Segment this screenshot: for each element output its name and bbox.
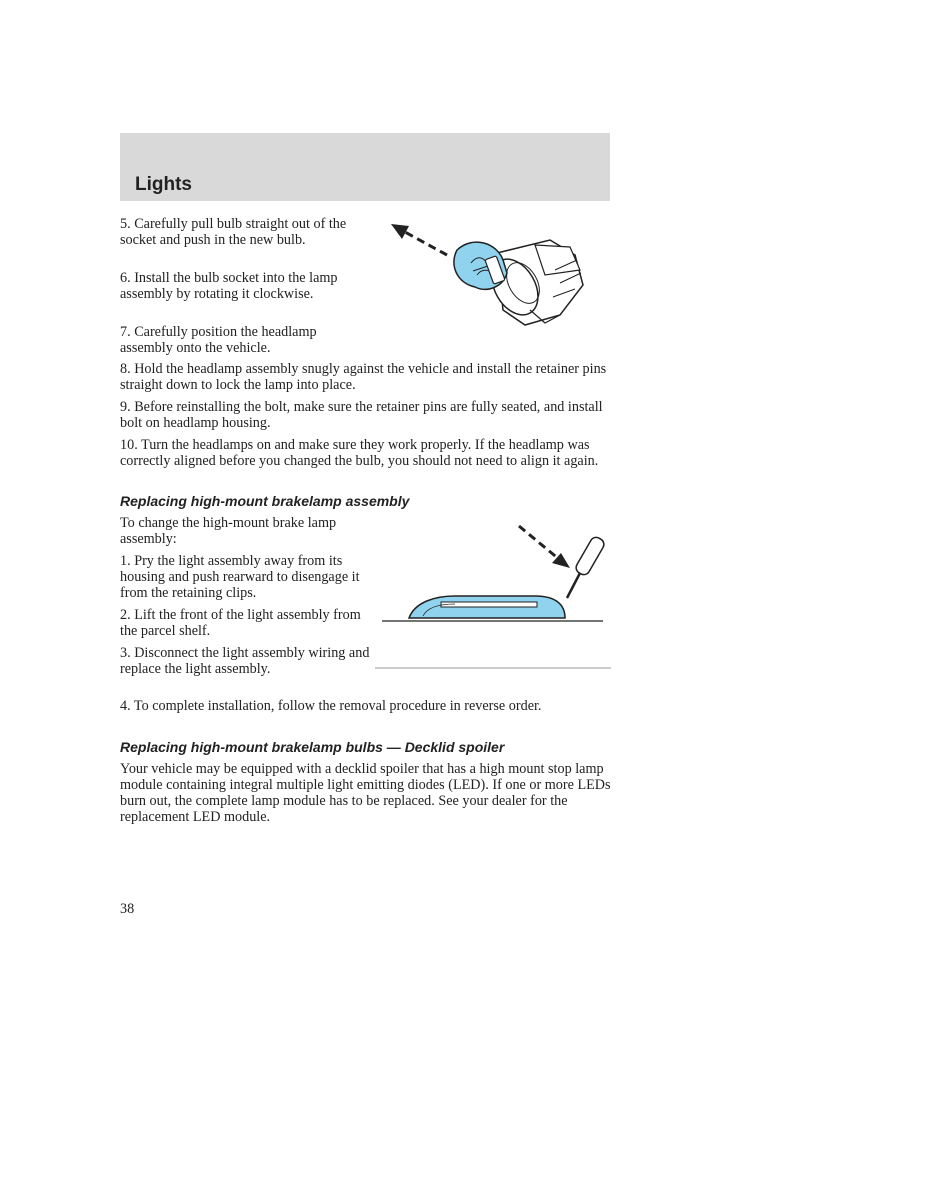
heading-brakelamp-assembly: Replacing high-mount brakelamp assembly (120, 493, 410, 509)
step-6: 6. Install the bulb socket into the lamp assembly by rotating it clockwise. (120, 270, 338, 302)
step-9: 9. Before reinstalling the bolt, make sure the retainer pins are fully seated, and install bolt on headlamp housing. (120, 399, 603, 431)
section-title: Lights (135, 174, 192, 195)
brakelamp-intro: To change the high-mount brake lamp assembly: (120, 515, 337, 547)
spoiler-body: Your vehicle may be equipped with a decklid spoiler that has a high mount stop lamp module containing integral multiple light emitting diodes (LED). If one or more LEDs burn out, the complete lamp module has to be replaced. See your dealer for the replacement LED module. (120, 761, 611, 825)
step-7: 7. Carefully position the headlamp assembly onto the vehicle. (120, 324, 317, 356)
section-header-bar (120, 133, 610, 201)
brakelamp-step-3: 3. Disconnect the light assembly wiring and replace the light assembly. (120, 645, 370, 677)
brakelamp-step-1: 1. Pry the light assembly away from its housing and push rearward to disengage it from the retaining clips. (120, 553, 360, 601)
page-number: 38 (120, 901, 135, 917)
step-10: 10. Turn the headlamps on and make sure they work properly. If the headlamp was correctly aligned before you changed the bulb, you should not need to align it again. (120, 437, 599, 469)
brakelamp-step-2: 2. Lift the front of the light assembly from the parcel shelf. (120, 607, 361, 639)
brakelamp-removal-illustration (375, 518, 611, 673)
brakelamp-step-4: 4. To complete installation, follow the removal procedure in reverse order. (120, 698, 542, 714)
bulb-removal-illustration (385, 215, 610, 340)
heading-decklid-spoiler: Replacing high-mount brakelamp bulbs — Decklid spoiler (120, 739, 505, 755)
step-5: 5. Carefully pull bulb straight out of the socket and push in the new bulb. (120, 216, 347, 248)
step-8: 8. Hold the headlamp assembly snugly against the vehicle and install the retainer pins straight down to lock the lamp into place. (120, 361, 607, 393)
